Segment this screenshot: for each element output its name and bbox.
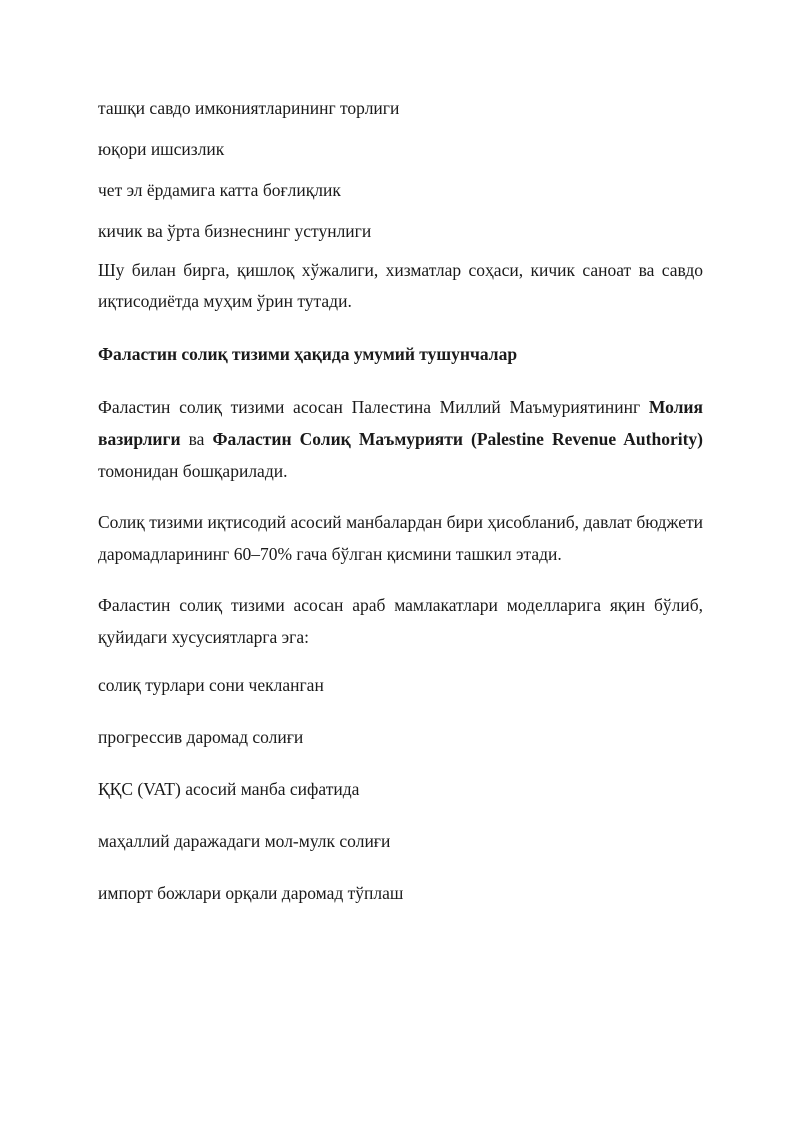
document-body bbox=[98, 95, 703, 906]
ministry-name: Молия вазирлиги bbox=[98, 397, 703, 449]
economic-issues-list bbox=[98, 95, 703, 244]
revenue-authority-name: Фаластин Солиқ Маъмурияти (Palestine Revenue Authority) bbox=[212, 429, 703, 449]
economy-paragraph: Шу билан бирга, қишлоқ хўжалиги, хизматлар соҳаси, кичик саноат ва савдо иқтисодиётда муҳим ўрин тутади. bbox=[98, 260, 703, 311]
admin-and-text: ва bbox=[180, 429, 213, 449]
admin-intro-text: Фаластин солиқ тизими асосан Палестина Миллий Маъмуриятининг bbox=[98, 397, 649, 417]
list-item: ташқи савдо имкониятларининг торлиги bbox=[98, 98, 400, 118]
section-heading: Фаластин солиқ тизими ҳақида умумий тушунчалар bbox=[98, 344, 518, 364]
administration-paragraph bbox=[98, 391, 703, 487]
model-paragraph: Фаластин солиқ тизими асосан араб мамлакатлари моделларига яқин бўлиб, қуйидаги хусусиятларга эга: bbox=[98, 595, 703, 647]
admin-outro-text: томонидан бошқарилади. bbox=[98, 461, 288, 481]
list-item: ҚҚС (VAT) асосий манба сифатида bbox=[98, 779, 360, 799]
list-item: маҳаллий даражадаги мол-мулк солиғи bbox=[98, 831, 391, 851]
list-item: юқори ишсизлик bbox=[98, 139, 225, 159]
list-item: импорт божлари орқали даромад тўплаш bbox=[98, 883, 404, 903]
list-item: прогрессив даромад солиғи bbox=[98, 727, 304, 747]
list-item: кичик ва ўрта бизнеснинг устунлиги bbox=[98, 221, 372, 241]
budget-paragraph: Солиқ тизими иқтисодий асосий манбалардан бири ҳисобланиб, давлат бюджети даромадларининг 60–70% гача бўлган қисмини ташкил этади. bbox=[98, 512, 703, 564]
tax-features-list bbox=[98, 672, 703, 906]
list-item: чет эл ёрдамига катта боғлиқлик bbox=[98, 180, 341, 200]
list-item: солиқ турлари сони чекланган bbox=[98, 675, 324, 695]
